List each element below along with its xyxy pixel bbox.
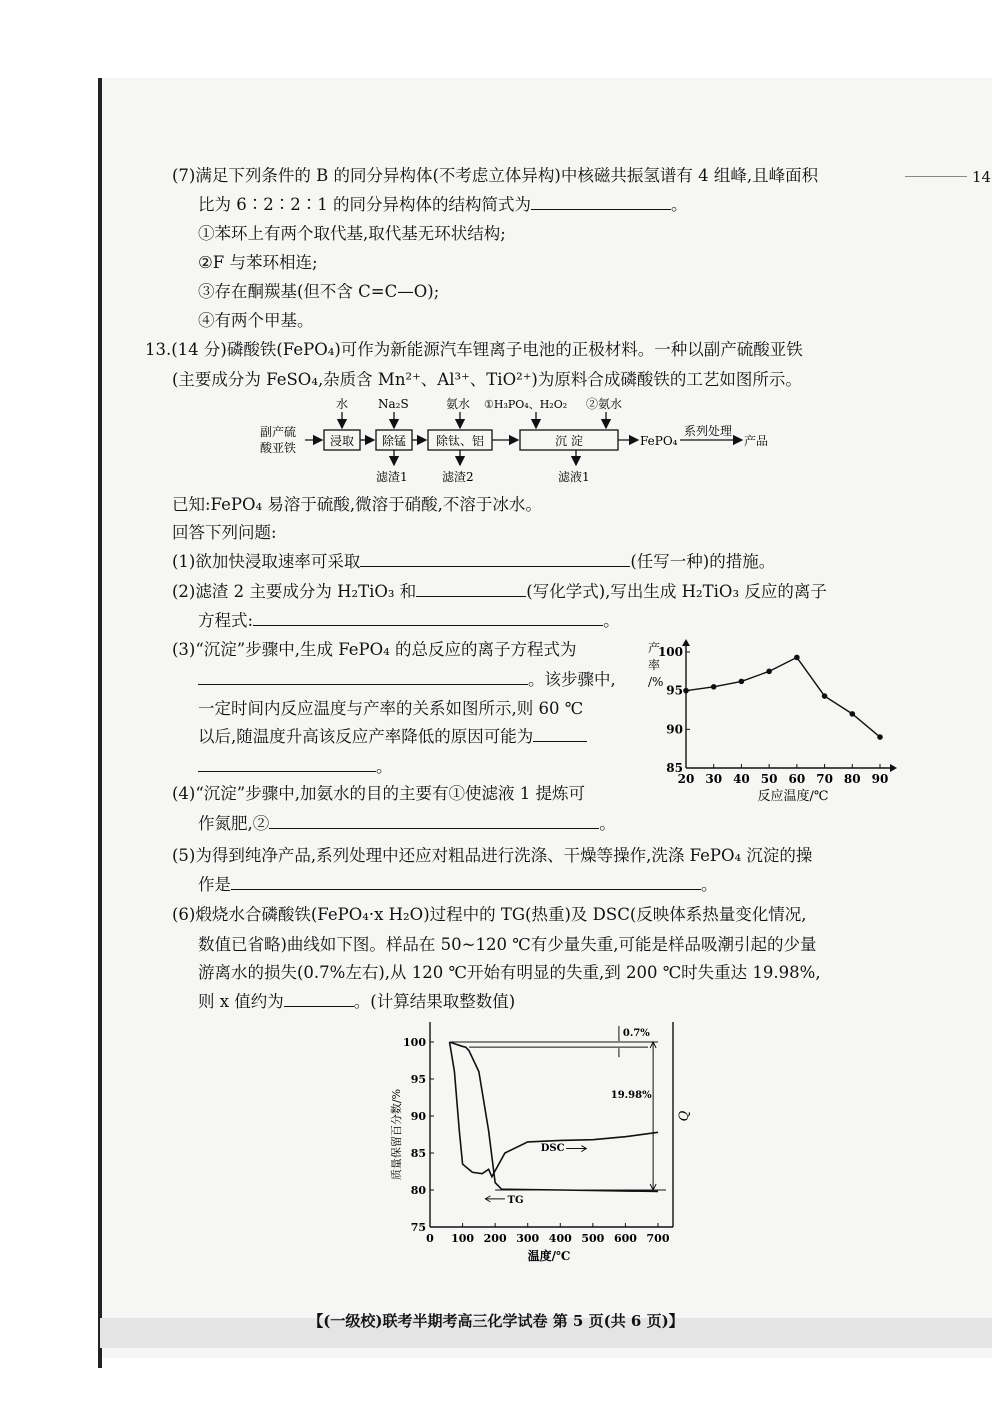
x-tick-label: 300 [516,1232,540,1245]
x-tick-label: 90 [871,772,889,786]
tg-series-label: TG [507,1194,524,1206]
q13-part5-text2: 作是 [198,875,231,894]
x-tick-label: 80 [843,772,861,786]
flow-start-2: 酸亚铁 [260,441,297,455]
flow-input-ammonia: 氨水 [446,397,471,411]
flow-input-na2s: Na₂S [378,397,409,411]
yield-data-point [683,688,689,694]
q13-part2-blank1[interactable] [416,582,526,597]
flow-input-water: 水 [336,397,349,411]
yield-data-point [877,734,883,740]
x-tick-label: 600 [613,1232,637,1245]
q13-part2-label: 方程式: [198,611,254,630]
q7-line2-text: 比为 6∶2∶2∶1 的同分异构体的结构简式为 [198,195,531,214]
q13-known: 已知:FePO₄ 易溶于硫酸,微溶于硝酸,不溶于冰水。 [172,495,542,514]
flow-output-filtrate1: 滤液1 [558,470,590,484]
y-tick-label: 100 [657,645,683,659]
side-page-number: 14 [972,168,992,186]
q13-part6-line1: (6)煅烧水合磷酸铁(FePO₄·x H₂O)过程中的 TG(热重)及 DSC(反映体系热量变化情况, [172,905,807,924]
y-tick-label: 85 [410,1147,426,1160]
q13-part3-line2 [198,670,616,690]
flow-input-h3po4-h2o2: ①H₃PO₄、H₂O₂ [484,398,568,411]
x-tick-label: 0 [426,1232,434,1245]
y-tick-label: 100 [403,1036,426,1049]
x-tick-label: 70 [816,772,833,786]
q13-part2-line2 [198,611,620,631]
dsc-series-label: DSC [540,1142,565,1154]
q13-part1-blank[interactable] [360,552,630,567]
y-axis-label: 质量保留百分数/% [390,1088,403,1181]
q13-part3-blank2[interactable] [533,727,587,742]
q13-part5-end: 。 [701,875,718,894]
x-axis-label: 反应温度/℃ [757,789,829,804]
annotation-19-98-percent: 19.98% [610,1089,652,1101]
q13-part1-text: (1)欲加快浸取速率可采取 [172,552,361,571]
annotation-0-7-percent: 0.7% [622,1028,650,1039]
q13-part2-blank2[interactable] [253,611,603,626]
flow-product-fepo4: FePO₄ [640,434,678,448]
q13-part3-text4: 以后,随温度升高该反应产率降低的原因可能为 [198,727,534,746]
q13-part4-blank[interactable] [269,814,599,829]
yield-data-point [739,679,745,685]
q7-condition-3: ③存在酮羰基(但不含 C=C—O); [198,282,440,301]
q7-condition-1: ①苯环上有两个取代基,取代基无环状结构; [198,224,506,243]
x-tick-label: 40 [733,772,750,786]
q13-intro-line2: (主要成分为 FeSO₄,杂质含 Mn²⁺、Al³⁺、TiO²⁺)为原料合成磷酸铁的工艺如图所示。 [172,370,802,389]
q13-part5-blank[interactable] [231,875,701,890]
q13-part6-text4: 则 x 值约为 [198,992,284,1011]
x-tick-label: 100 [451,1232,475,1245]
x-tick-label: 50 [760,772,778,786]
y-axis-arrow [682,639,690,646]
process-flow-diagram [250,393,790,488]
flow-box-precipitate-label: 沉 淀 [555,434,583,448]
yield-data-point [822,693,828,699]
q7-line2 [198,195,687,215]
right-axis-label: Q [677,1110,692,1122]
q13-part1-end: (任写一种)的措施。 [630,552,776,571]
x-tick-label: 500 [581,1232,605,1245]
q13-part1 [172,552,775,572]
dsc-curve [450,1042,658,1177]
yield-data-point [794,655,800,661]
y-axis-label-part: 产 [648,641,661,655]
page-footer: 【(一级校)联考半期考高三化学试卷 第 5 页(共 6 页)】 [308,1312,684,1330]
q7-answer-blank[interactable] [531,195,671,210]
flow-box-remove-ti-al-label: 除钛、铝 [435,434,485,448]
q13-part3-end: 。 [376,757,393,776]
q13-part6-end: 。(计算结果取整数值) [353,992,516,1011]
flow-box-leach-label: 浸取 [329,434,355,448]
x-tick-label: 20 [677,772,695,786]
flow-start-1: 副产硫 [260,425,297,439]
q13-part2-end: 。 [603,611,620,630]
q13-part4-text2: 作氮肥,② [198,814,270,833]
x-tick-label: 200 [483,1232,507,1245]
flow-output-residue1: 滤渣1 [376,470,408,484]
x-tick-label: 400 [548,1232,572,1245]
q13-part6-line4 [198,992,515,1012]
q13-part3-blank1[interactable] [198,670,528,685]
q13-part3-line4 [198,727,587,747]
q13-part2 [172,582,827,602]
page-left-edge [98,78,102,1368]
tg-dsc-chart [378,1022,698,1267]
flow-box-remove-mn-label: 除锰 [381,434,407,448]
y-tick-label: 95 [666,683,683,698]
side-rule [905,176,967,177]
x-axis-arrow [890,764,897,772]
y-axis-label-part: /% [648,675,664,689]
flow-process-label: 系列处理 [684,424,733,438]
yield-temperature-chart [640,638,902,810]
q13-part2-text: (2)滤渣 2 主要成分为 H₂TiO₃ 和 [172,582,417,601]
q13-part6-line3: 游离水的损失(0.7%左右),从 120 ℃开始有明显的失重,到 200 ℃时失重达 19.98%, [198,963,821,982]
x-tick-label: 60 [788,772,806,786]
q13-part3-line5 [198,757,393,777]
q13-part6-blank[interactable] [284,992,354,1007]
q13-part4-line2 [198,814,616,834]
q7-condition-4: ④有两个甲基。 [198,311,314,330]
yield-series-line [686,657,880,737]
y-tick-label: 75 [410,1221,426,1234]
y-tick-label: 90 [666,722,683,737]
q13-part2-text2: (写化学式),写出生成 H₂TiO₃ 反应的离子 [526,582,827,601]
yield-data-point [766,669,772,675]
q13-part3-line3: 一定时间内反应温度与产率的关系如图所示,则 60 ℃ [198,699,584,718]
q13-part5-line1: (5)为得到纯净产品,系列处理中还应对粗品进行洗涤、干燥等操作,洗涤 FePO₄ 沉淀的操 [172,846,813,865]
q7-condition-2: ②F 与苯环相连; [198,253,318,272]
q13-part3-blank3[interactable] [198,757,376,772]
q13-part5-line2 [198,875,718,895]
y-axis-label-part: 率 [648,658,661,672]
flow-output-residue2: 滤渣2 [442,470,474,484]
q7-line1: (7)满足下列条件的 B 的同分异构体(不考虑立体异构)中核磁共振氢谱有 4 组峰,且峰面积 [172,166,819,185]
q13-part4-end: 。 [599,814,616,833]
yield-data-point [711,684,717,690]
q13-part4-line1: (4)“沉淀”步骤中,加氨水的目的主要有①使滤液 1 提炼可 [172,784,585,803]
y-tick-label: 85 [666,761,683,775]
yield-data-point [849,711,855,717]
flow-input-ammonia-2: ②氨水 [586,397,623,411]
q13-part3-text2: 。该步骤中, [528,670,616,689]
y-tick-label: 90 [410,1110,426,1123]
x-axis-label: 温度/℃ [527,1249,571,1263]
q13-part6-line2: 数值已省略)曲线如下图。样品在 50~120 ℃有少量失重,可能是样品吸潮引起的少量 [198,935,817,954]
q13-intro-line1: 13.(14 分)磷酸铁(FePO₄)可作为新能源汽车锂离子电池的正极材料。一种以副产硫酸亚铁 [145,340,803,359]
x-tick-label: 700 [646,1232,670,1245]
flow-final-product: 产品 [744,434,769,448]
q13-part3-line1: (3)“沉淀”步骤中,生成 FePO₄ 的总反应的离子方程式为 [172,640,577,659]
y-tick-label: 95 [410,1073,426,1086]
x-tick-label: 30 [705,772,723,786]
q13-prompt: 回答下列问题: [172,523,277,542]
tg-curve [450,1042,658,1191]
q7-line2-end: 。 [670,195,688,214]
y-tick-label: 80 [410,1184,426,1197]
